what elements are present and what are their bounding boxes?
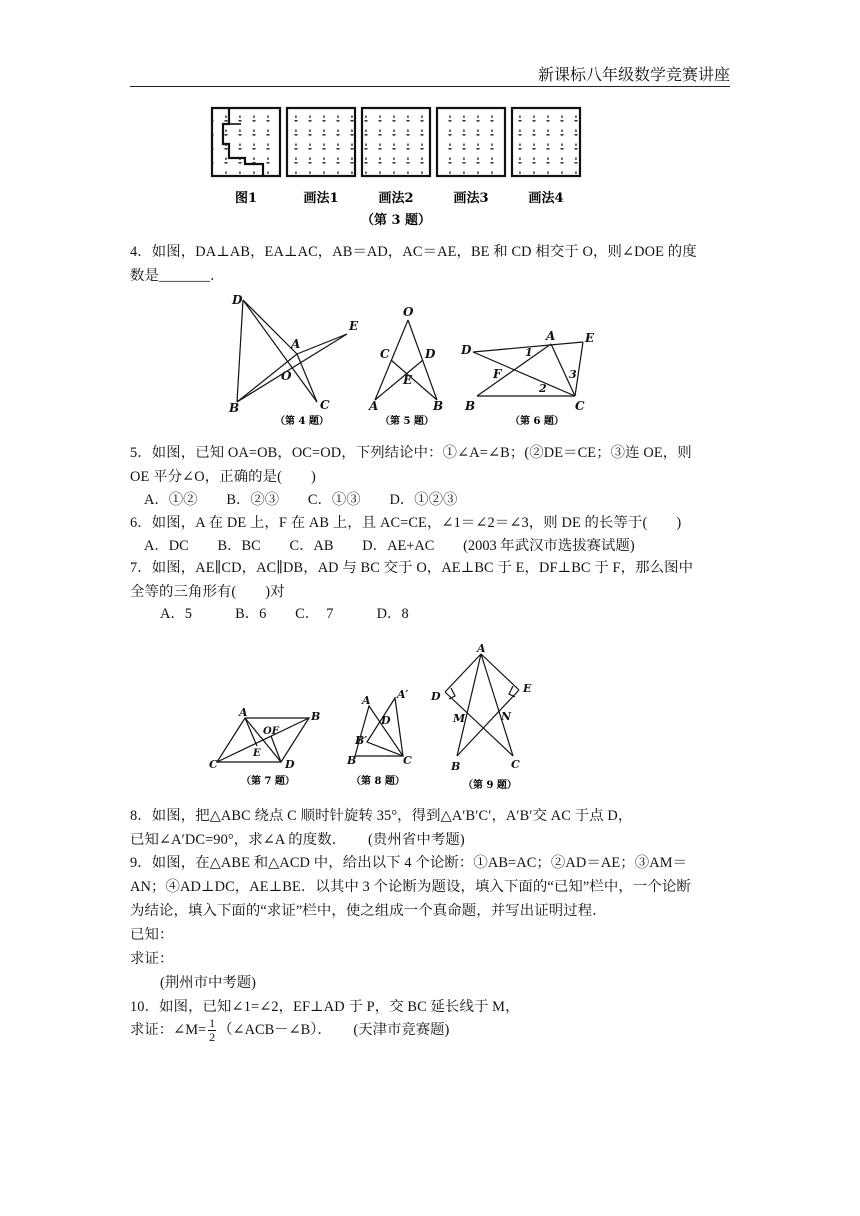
svg-text:A: A [546, 329, 556, 343]
svg-text:B: B [347, 754, 357, 767]
question-6-line1: 6．如图，A 在 DE 上，F 在 AB 上，且 AC=CE，∠1＝∠2＝∠3，则 DE 的长等于( ) [130, 515, 682, 531]
svg-text:C: C [380, 347, 390, 361]
figure-4 [237, 300, 347, 402]
question-5-line2: OE 平分∠O，正确的是( ) [130, 469, 316, 485]
svg-text:E: E [349, 319, 359, 333]
question-4-line2: 数是_______． [130, 268, 225, 284]
svg-text:A: A [369, 399, 379, 413]
svg-text:C: C [209, 758, 218, 771]
header-rule [130, 86, 730, 87]
svg-text:D: D [461, 343, 472, 357]
svg-text:2: 2 [539, 382, 547, 395]
svg-text:B: B [229, 401, 240, 415]
panel-method-2 [362, 108, 430, 176]
svg-text:C: C [320, 398, 330, 412]
svg-text:O: O [403, 305, 414, 319]
question-9 [130, 851, 732, 971]
svg-text:C: C [511, 758, 520, 771]
fraction-numerator: 1 [209, 1016, 216, 1031]
question-5-options: A．①② B．②③ C．①③ D．①②③ [144, 492, 458, 508]
figure-3-grid-panels [205, 100, 595, 232]
svg-text:D: D [232, 293, 243, 307]
svg-text:B: B [465, 399, 476, 413]
svg-text:B: B [311, 710, 321, 723]
question-10-line1: 10．如图，已知∠1=∠2，EF⊥AD 于 P，交 BC 延长线于 M， [130, 999, 520, 1015]
figure-9 [445, 654, 519, 756]
figure-3-caption: （第 3 题） [360, 213, 432, 228]
question-6-options: A．DC B．BC C．AB D．AE+AC (2003 年武汉市选拔赛试题) [144, 538, 635, 554]
panel-method-1 [287, 108, 355, 176]
question-9-source: (荆州市中考题) [160, 975, 256, 991]
question-7 [130, 556, 732, 604]
figure-8-caption: （第 8 题） [351, 776, 405, 787]
svg-text:E: E [523, 682, 532, 695]
svg-text:OF: OF [263, 726, 279, 737]
svg-text:C: C [575, 399, 585, 413]
fraction-denominator: 2 [209, 1030, 216, 1045]
question-9-line1: 9．如图，在△ABE 和△ACD 中，给出以下 4 个论断：①AB=AC；②AD＝AE；③AM＝ [130, 855, 688, 871]
question-4-line1: 4．如图，DA⊥AB，EA⊥AC，AB＝AD，AC＝AE，BE 和 CD 相交于 O，则∠DOE 的度 [130, 244, 697, 260]
svg-text:D: D [431, 690, 441, 703]
svg-text:C: C [403, 754, 412, 767]
question-7-line1: 7．如图，AE∥CD，AC∥DB，AD 与 BC 交于 O，AE⊥BC 于 E，DF⊥BC 于 F，那么图中 [130, 560, 694, 576]
question-8 [130, 804, 732, 852]
svg-text:1: 1 [525, 346, 533, 359]
svg-text:A: A [239, 706, 248, 719]
svg-text:A′: A′ [397, 688, 409, 701]
question-8-line1: 8．如图，把△ABC 绕点 C 顺时针旋转 35°，得到△A′B′C′，A′B′交 AC 于点 D， [130, 808, 633, 824]
question-4 [130, 240, 732, 288]
question-5 [130, 441, 732, 489]
figure-7 [217, 718, 309, 762]
figure-9-caption: （第 9 题） [463, 780, 517, 791]
svg-text:M: M [453, 712, 466, 725]
panel-method-3 [437, 108, 505, 176]
figure-4-caption: （第 4 题） [275, 416, 329, 427]
question-10-prove [130, 1015, 449, 1045]
figure-6-caption: （第 6 题） [510, 416, 564, 427]
svg-text:D: D [425, 347, 436, 361]
question-9-line2: AN；④AD⊥DC，AE⊥BE．以其中 3 个论断为题设，填入下面的“已知”栏中，一个论断 [130, 879, 691, 895]
panel-method-4 [512, 108, 580, 176]
question-9-known: 已知： [130, 927, 174, 943]
question-9-prove: 求证： [130, 951, 174, 967]
svg-text:N: N [501, 710, 512, 723]
figure-5-caption: （第 5 题） [380, 416, 434, 427]
svg-text:E: E [403, 373, 413, 387]
fraction-one-half [208, 1017, 216, 1044]
svg-text:B: B [433, 399, 444, 413]
svg-text:A: A [477, 642, 486, 655]
question-7-line2: 全等的三角形有( )对 [130, 584, 285, 600]
figures-7-8-9 [205, 640, 545, 796]
panel-label-method-3: 画法3 [453, 191, 489, 206]
svg-text:B: B [451, 760, 461, 773]
svg-text:D: D [285, 758, 295, 771]
svg-text:3: 3 [569, 368, 577, 381]
svg-text:A: A [362, 694, 371, 707]
question-7-options: A．5 B．6 C． 7 D．8 [160, 606, 409, 622]
figures-4-5-6 [225, 292, 605, 432]
svg-text:D: D [381, 714, 391, 727]
question-9-line3: 为结论，填入下面的“求证”栏中，使之组成一个真命题，并写出证明过程． [130, 903, 607, 919]
svg-text:A: A [291, 337, 301, 351]
svg-text:B′: B′ [355, 734, 368, 747]
figure-7-caption: （第 7 题） [241, 776, 295, 787]
panel-label-method-4: 画法4 [528, 191, 564, 206]
panel-label-fig1: 图1 [234, 191, 258, 206]
question-8-line2: 已知∠A′DC=90°，求∠A 的度数． (贵州省中考题) [130, 832, 465, 848]
page-header-title: 新课标八年级数学竞赛讲座 [537, 67, 730, 84]
panel-fig1 [212, 108, 280, 176]
svg-text:E: E [585, 331, 595, 345]
question-10-prove-post: （∠ACB－∠B）． (天津市竞赛题) [218, 1022, 450, 1038]
svg-text:O: O [281, 369, 292, 383]
panel-label-method-2: 画法2 [378, 191, 414, 206]
svg-text:F: F [493, 367, 502, 381]
panel-label-method-1: 画法1 [303, 191, 339, 206]
svg-text:E: E [253, 748, 261, 759]
question-5-line1: 5．如图，已知 OA=OB，OC=OD，下列结论中：①∠A=∠B；(②DE＝CE；③连 OE，则 [130, 445, 692, 461]
question-10-prove-pre: 求证：∠M= [130, 1022, 207, 1038]
